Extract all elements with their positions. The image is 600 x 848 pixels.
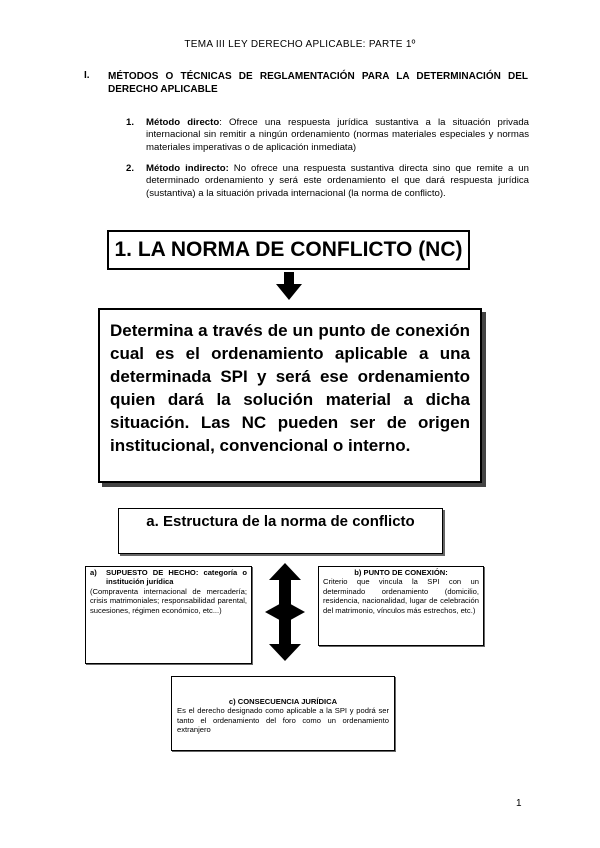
- list-item-term: Método directo: [146, 117, 220, 128]
- down-arrow-icon: [276, 272, 302, 300]
- nc-title: 1. LA NORMA DE CONFLICTO (NC): [114, 238, 463, 261]
- list-item-text: No ofrece una respuesta sustantiva directa sino que remite a un determinado ordenamiento y será este ordenamiento el que dará respuesta jurídica (sustantiva) a la situación privada internacional (la norma de conflicto).: [146, 163, 529, 199]
- definition-text: Determina a través de un punto de conexión cual es el ordenamiento aplicable a una determinada SPI y será ese ordenamiento quien dará la solución material a dicha situación. Las NC pueden ser de origen institucional, convencional o interno.: [110, 321, 470, 455]
- box-punto-de-conexion: [318, 566, 484, 646]
- box-a-label: a): [90, 568, 97, 577]
- section-title: MÉTODOS O TÉCNICAS DE REGLAMENTACIÓN PARA LA DETERMINACIÓN DEL DERECHO APLICABLE: [108, 71, 528, 95]
- box-c-text: Es el derecho designado como aplicable a la SPI y podrá ser tanto el ordenamiento del foro como un ordenamiento extranjero: [177, 706, 389, 735]
- nc-title-box: [107, 230, 470, 270]
- list-item-number: 2.: [126, 163, 135, 174]
- box-b-text: Criterio que vincula la SPI con un determinado ordenamiento (domicilio, residencia, nacionalidad, lugar de celebración del matrimonio, vínculos más estrechos, etc.): [323, 577, 479, 615]
- page-header: TEMA III LEY DERECHO APLICABLE: PARTE 1º: [184, 39, 416, 50]
- list-item-direct-method: [126, 117, 529, 154]
- page-number: 1: [516, 798, 522, 809]
- box-b-title: b) PUNTO DE CONEXIÓN:: [354, 568, 448, 577]
- list-item-number: 1.: [126, 117, 135, 128]
- structure-title-box: [118, 508, 443, 554]
- box-supuesto-de-hecho: [85, 566, 252, 664]
- double-arrow-icon: [265, 563, 305, 661]
- section-number: I.: [84, 70, 90, 81]
- box-c-title: c) CONSECUENCIA JURÍDICA: [228, 697, 338, 706]
- box-a-title: SUPUESTO DE HECHO: categoría o institución jurídica: [106, 568, 247, 587]
- list-item-term: Método indirecto:: [146, 163, 229, 174]
- list-item-sep: :: [219, 117, 222, 128]
- definition-box: [98, 308, 482, 483]
- structure-title: a. Estructura de la norma de conflicto: [146, 513, 415, 530]
- list-item-text: Ofrece una respuesta jurídica sustantiva a la situación privada internacional sin remitir a ningún ordenamiento (normas materiales especiales y normas materiales imperativas o de aplicación inmediata): [146, 117, 529, 153]
- list-item-indirect-method: [126, 163, 529, 200]
- box-a-text: (Compraventa internacional de mercadería; crisis matrimoniales; responsabilidad parental, sucesiones, régimen económico, etc...): [90, 586, 247, 615]
- box-consecuencia-juridica: [171, 676, 395, 751]
